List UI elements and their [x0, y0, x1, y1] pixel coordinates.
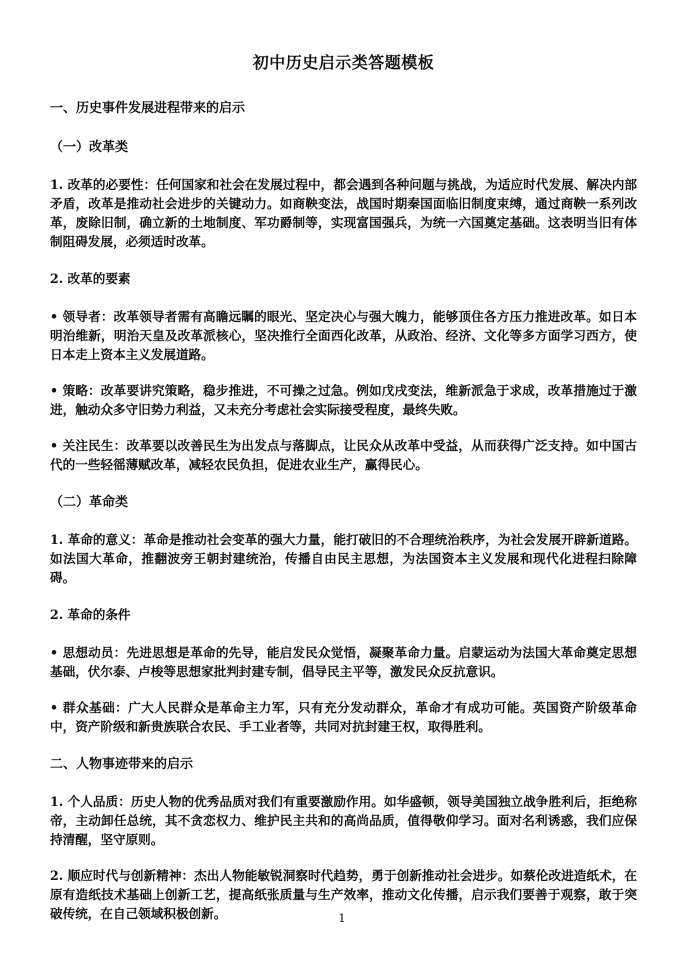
paragraph-reform-livelihood: • 关注民生：改革要以改善民生为出发点与落脚点，让民众从改革中受益，从而获得广泛支持。如中国古代的一些轻徭薄赋改革，减轻农民负担，促进农业生产，赢得民心。 [50, 438, 637, 472]
section-heading-1: 一、历史事件发展进程带来的启示 [50, 101, 246, 116]
paragraph-revolution-meaning: 1. 革命的意义：革命是推动社会变革的强大力量，能打破旧的不合理统治秩序，为社会发展开辟新道路。如法国大革命，推翻波旁王朝封建统治，传播自由民主思想，为法国资本主义发展和现代化进程扫除障碍。 [50, 532, 637, 585]
paragraph-personal-quality: 1. 个人品质：历史人物的优秀品质对我们有重要激励作用。如华盛顿，领导美国独立战争胜利后，拒绝称帝，主动卸任总统，其不贪恋权力、维护民主共和的高尚品质，值得敬仰学习。面对名利诱惑，我们应保持清醒，坚守原则。 [50, 794, 637, 847]
subsection-heading-reform: （一）改革类 [50, 140, 129, 155]
paragraph-revolution-conditions: 2. 革命的条件 [50, 607, 131, 622]
section-heading-2: 二、人物事迹带来的启示 [50, 757, 194, 772]
subsection-heading-revolution: （二）革命类 [50, 495, 129, 510]
paragraph-revolution-masses: • 群众基础：广大人民群众是革命主力军，只有充分发动群众，革命才有成功可能。英国资产阶级革命中，资产阶级和新贵族联合农民、手工业者等，共同对抗封建王权，取得胜利。 [50, 700, 637, 734]
paragraph-reform-strategy: • 策略：改革要讲究策略，稳步推进，不可操之过急。例如戊戌变法，维新派急于求成，改革措施过于激进，触动众多守旧势力利益，又未充分考虑社会实际接受程度，最终失败。 [50, 383, 637, 417]
paragraph-reform-elements: 2. 改革的要素 [50, 271, 131, 286]
paragraph-reform-leader: • 领导者：改革领导者需有高瞻远瞩的眼光、坚定决心与强大魄力，能够顶住各方压力推进改革。如日本明治维新，明治天皇及改革派核心，坚决推行全面西化改革，从政治、经济、文化等多方面学习西方，使日本走上资本主义发展道路。 [50, 309, 637, 362]
paragraph-revolution-ideology: • 思想动员：先进思想是革命的先导，能启发民众觉悟，凝聚革命力量。启蒙运动为法国大革命奠定思想基础，伏尔泰、卢梭等思想家批判封建专制，倡导民主平等，激发民众反抗意识。 [50, 645, 637, 679]
paragraph-innovation: 2. 顺应时代与创新精神：杰出人物能敏锐洞察时代趋势，勇于创新推动社会进步。如蔡伦改进造纸术，在原有造纸技术基础上创新工艺，提高纸张质量与生产效率，推动文化传播，启示我们要善于观察，敢于突破传统，在自己领域积极创新。 [50, 868, 637, 921]
document-title: 初中历史启示类答题模板 [252, 53, 435, 72]
paragraph-reform-necessity: 1. 改革的必要性：任何国家和社会在发展过程中，都会遇到各种问题与挑战，为适应时代发展、解决内部矛盾，改革是推动社会进步的关键动力。如商鞅变法，战国时期秦国面临旧制度束缚，通过商鞅一系列改革，废除旧制，确立新的土地制度、军功爵制等，实现富国强兵，为统一六国奠定基础。这表明当旧有体制阻碍发展，必须适时改革。 [50, 177, 637, 249]
page-number: 1 [338, 912, 346, 925]
